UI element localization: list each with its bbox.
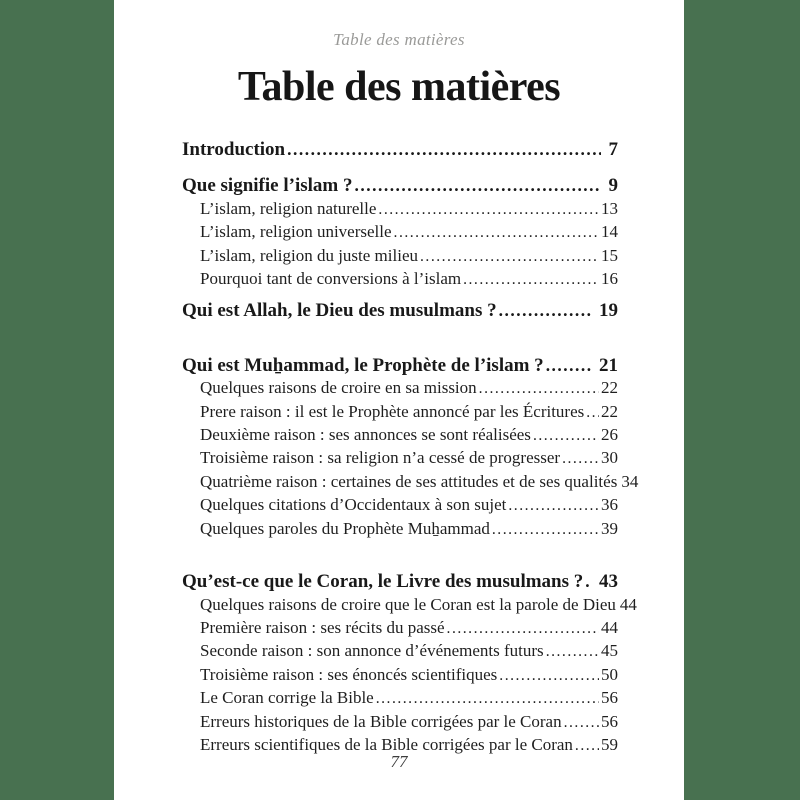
toc-entry-label: Quelques paroles du Prophète Muẖammad [200, 518, 490, 538]
toc-dot-leader [546, 640, 599, 663]
toc-dot-leader [287, 138, 600, 161]
toc-dot-leader [533, 424, 599, 447]
toc-row-sub [182, 221, 618, 244]
toc-entry-page: 59 [601, 734, 618, 754]
toc-dot-leader [447, 617, 599, 640]
toc-row-sub [182, 687, 618, 710]
toc-entry-label: L’islam, religion naturelle [200, 198, 377, 218]
toc-row-sub [182, 245, 618, 268]
toc-group [182, 570, 637, 757]
toc-entry-label: L’islam, religion universelle [200, 222, 392, 242]
toc-entry-page: 15 [601, 245, 618, 265]
toc-entry-page: 7 [608, 139, 618, 160]
toc-dot-leader [354, 174, 600, 197]
toc-entry-page: 16 [601, 269, 618, 289]
toc-page [114, 0, 684, 800]
toc-entry-label: Deuxième raison : ses annonces se sont réalisées [200, 425, 531, 445]
toc-entry-label: Erreurs scientifiques de la Bible corrigées par le Coran [200, 734, 573, 754]
toc-row-head [182, 354, 618, 377]
toc-row-sub [182, 711, 618, 734]
toc-entry-page: 39 [601, 518, 618, 538]
toc-entry-page: 19 [599, 300, 618, 322]
toc-entry-page: 22 [601, 378, 618, 398]
toc-entry-page: 30 [601, 448, 618, 468]
toc-dot-leader [394, 221, 599, 244]
toc-entry-label: Seconde raison : son annonce d’événements futurs [200, 641, 544, 661]
toc-dot-leader [463, 268, 599, 291]
toc-entry-page: 56 [601, 711, 618, 731]
toc-group [182, 138, 618, 161]
toc-row-sub [182, 447, 618, 470]
toc-row-sub [182, 640, 618, 663]
toc-group [182, 299, 618, 322]
toc-dot-leader [420, 245, 599, 268]
toc-entry-label: Qu’est-ce que le Coran, le Livre des musulmans ? [182, 571, 584, 593]
toc-entry-page: 36 [601, 495, 618, 515]
toc-row-sub [182, 268, 618, 291]
toc-dot-leader [546, 354, 591, 377]
toc-entry-label: Erreurs historiques de la Bible corrigées par le Coran [200, 711, 562, 731]
toc-entry-page: 45 [601, 641, 618, 661]
toc-entry-label: Quelques raisons de croire en sa mission [200, 378, 477, 398]
toc-entry-page: 50 [601, 664, 618, 684]
toc-entry-page: 22 [601, 401, 618, 421]
toc-entry-label: Première raison : ses récits du passé [200, 617, 445, 637]
toc-row-sub [182, 617, 618, 640]
toc-entry-page: 44 [619, 594, 637, 614]
toc-row-head [182, 138, 618, 161]
page-title: Table des matières [237, 64, 561, 110]
toc-entry-page: 13 [601, 198, 618, 218]
toc-entry-label: Troisième raison : sa religion n’a cessé de progresser [200, 448, 561, 468]
toc-entry-label: Pourquoi tant de conversions à l’islam [200, 269, 462, 289]
toc-entry-label: L’islam, religion du juste milieu [200, 245, 418, 265]
toc-entry-page: 26 [601, 425, 618, 445]
toc-entry-label: Quelques citations d’Occidentaux à son sujet [200, 495, 507, 515]
toc-row-head [182, 299, 618, 322]
toc-entry-page: 34 [621, 471, 639, 491]
toc-dot-leader [376, 687, 599, 710]
toc-list [114, 138, 684, 757]
toc-row-sub [182, 424, 618, 447]
toc-dot-leader [562, 447, 599, 470]
page-number: 77 [390, 752, 408, 771]
toc-entry-label: Qui est Allah, le Dieu des musulmans ? [182, 300, 497, 322]
toc-row-sub [182, 494, 618, 517]
toc-row-head [182, 174, 618, 197]
toc-entry-label: Le Coran corrige la Bible [200, 688, 374, 708]
toc-row-sub [182, 664, 618, 687]
toc-entry-page: 21 [599, 354, 618, 376]
toc-entry-label: Prere raison : il est le Prophète annoncé par les Écritures [200, 401, 585, 421]
toc-dot-leader [499, 299, 591, 322]
toc-entry-page: 43 [599, 571, 618, 593]
toc-entry-page: 56 [601, 688, 618, 708]
toc-entry-label: Qui est Muẖammad, le Prophète de l’islam ? [182, 354, 544, 376]
running-header: Table des matières [333, 30, 465, 49]
toc-entry-label: Que signifie l’islam ? [182, 175, 353, 197]
toc-entry-page: 44 [601, 617, 618, 637]
toc-dot-leader [479, 377, 599, 400]
toc-entry-label: Quatrième raison : certaines de ses attitudes et de ses qualités [200, 471, 618, 491]
toc-dot-leader [508, 494, 599, 517]
toc-entry-page: 9 [608, 175, 618, 197]
toc-group [182, 174, 618, 291]
toc-dot-leader [499, 664, 599, 687]
toc-row-sub [182, 198, 618, 221]
toc-dot-leader [564, 711, 599, 734]
toc-dot-leader [492, 518, 599, 541]
toc-dot-leader [378, 198, 599, 221]
toc-row-sub [182, 594, 637, 617]
toc-row-head [182, 570, 618, 593]
toc-row-sub [182, 518, 618, 541]
toc-entry-label: Quelques raisons de croire que le Coran est la parole de Dieu [200, 594, 616, 614]
toc-group [182, 354, 639, 541]
toc-row-sub [182, 377, 618, 400]
toc-entry-page: 14 [601, 222, 618, 242]
toc-row-sub [182, 471, 639, 494]
toc-entry-label: Troisième raison : ses énoncés scientifiques [200, 664, 498, 684]
toc-dot-leader [586, 401, 599, 424]
toc-entry-label: Introduction [182, 139, 286, 160]
toc-dot-leader [585, 570, 591, 593]
toc-row-sub [182, 401, 618, 424]
